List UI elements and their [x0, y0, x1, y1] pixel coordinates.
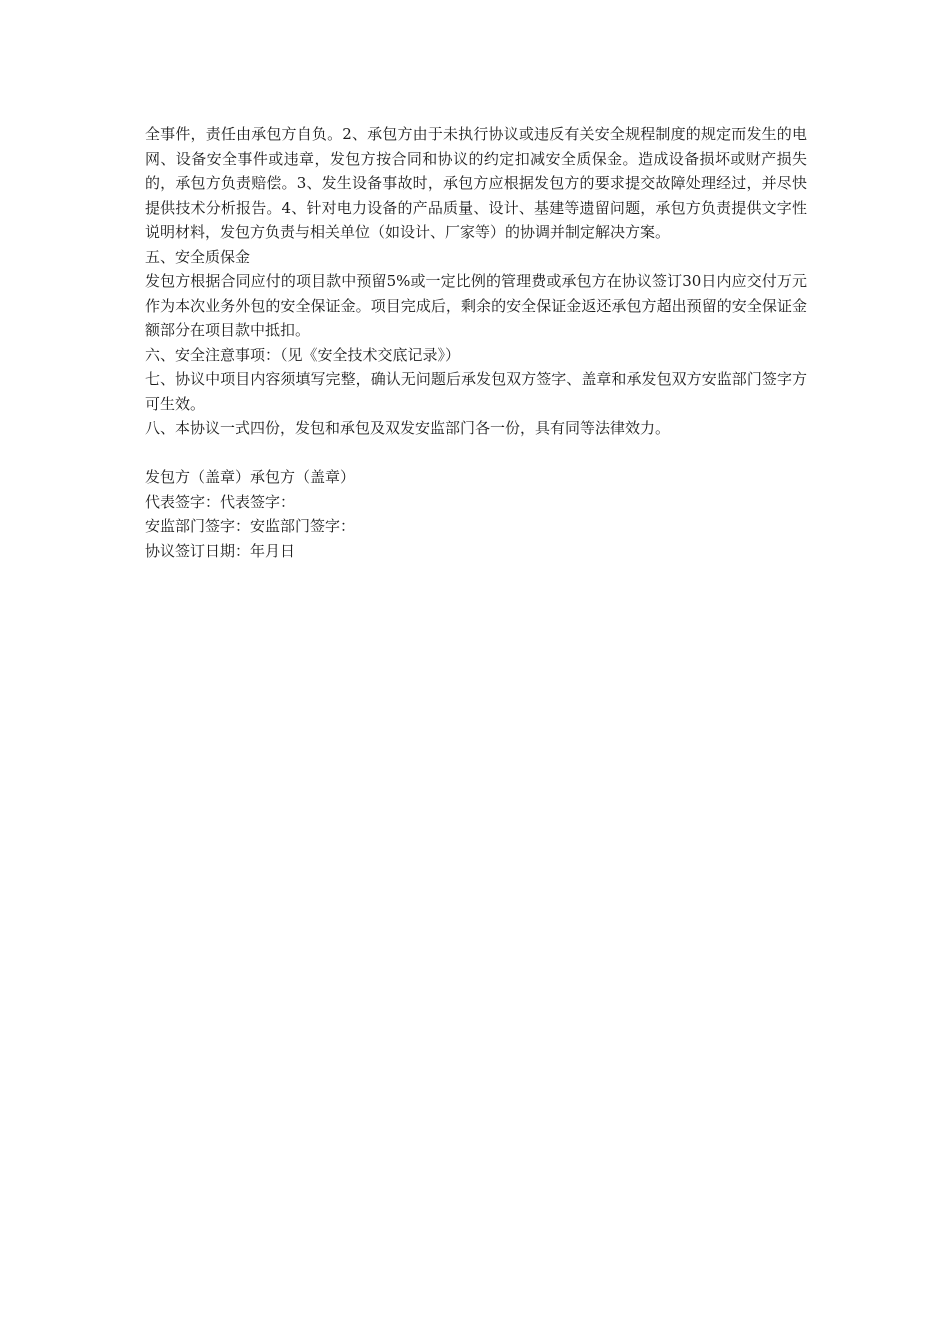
section-seven-paragraph: 七、协议中项目内容须填写完整，确认无问题后承发包双方签字、盖章和承发包双方安监部门签字方可生效。 — [145, 370, 807, 413]
blank-line — [145, 441, 807, 466]
deposit-paragraph: 发包方根据合同应付的项目款中预留5%或一定比例的管理费或承包方在协议签订30日内应交付万元作为本次业务外包的安全保证金。项目完成后，剩余的安全保证金返还承包方超出预留的安全保证金额部分在项目款中抵扣。 — [145, 272, 807, 339]
liability-paragraph: 全事件，责任由承包方自负。2、承包方由于未执行协议或违反有关安全规程制度的规定而发生的电网、设备安全事件或违章，发包方按合同和协议的约定扣减安全质保金。造成设备损坏或财产损失的，承包方负责赔偿。3、发生设备事故时，承包方应根据发包方的要求提交故障处理经过，并尽快提供技术分析报告。4、针对电力设备的产品质量、设计、基建等遗留问题，承包方负责提供文字性说明材料，发包方负责与相关单位（如设计、厂家等）的协调并制定解决方案。 — [145, 125, 807, 241]
signing-date-line: 协议签订日期：年月日 — [145, 541, 296, 560]
section-five-heading: 五、安全质保金 — [145, 247, 251, 266]
section-six-line: 六、安全注意事项：（见《安全技术交底记录》） — [145, 345, 461, 364]
safety-department-signature-line: 安监部门签字：安监部门签字： — [145, 517, 356, 535]
section-eight-paragraph: 八、本协议一式四份，发包和承包及双发安监部门各一份，具有同等法律效力。 — [145, 419, 671, 437]
representative-signature-line: 代表签字：代表签字： — [145, 492, 296, 511]
document-page — [145, 122, 807, 563]
parties-seal-line: 发包方（盖章）承包方（盖章） — [145, 468, 356, 486]
